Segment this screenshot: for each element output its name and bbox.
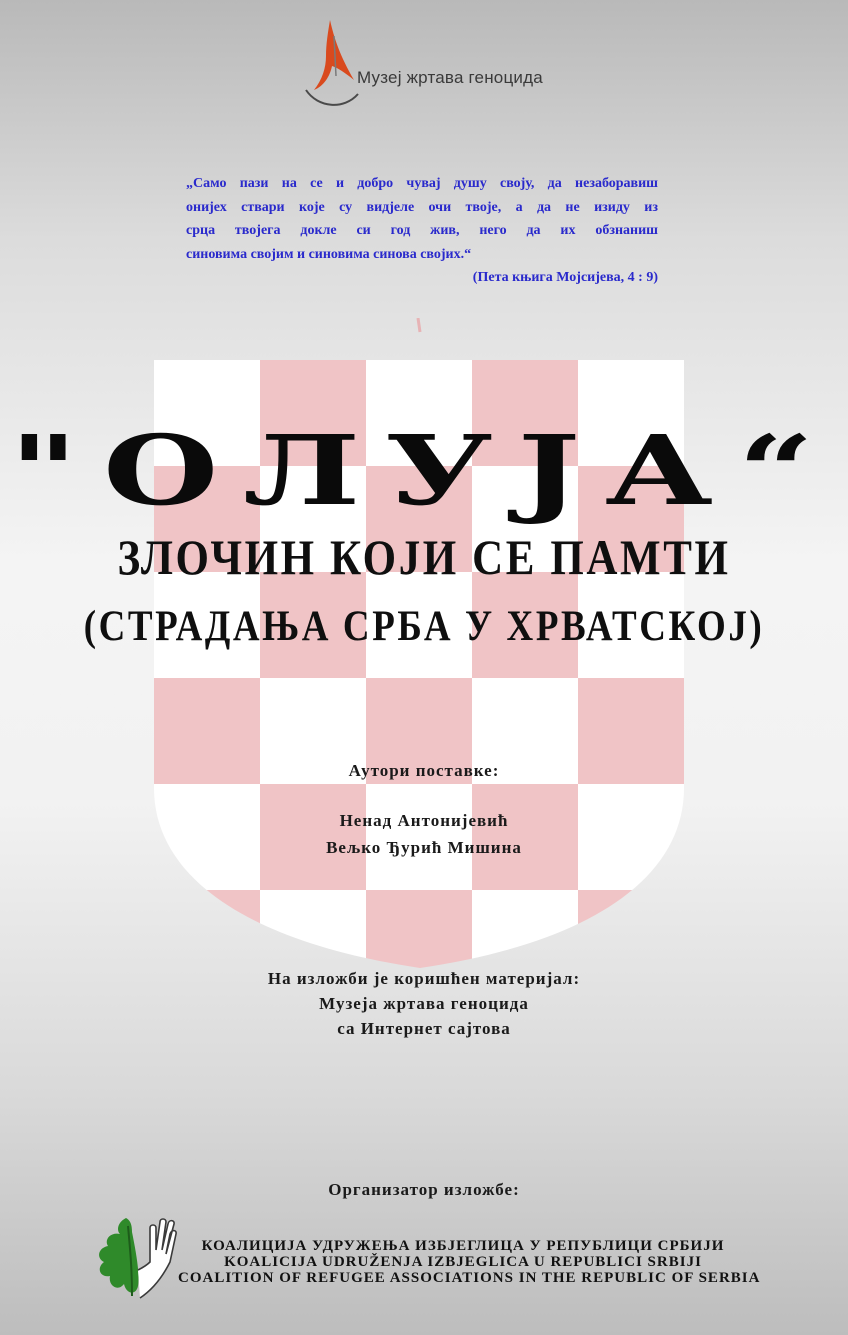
coalition-name-latin: KOALICIJA UDRUŽENJA IZBJEGLICA U REPUBLICI SRBIJI	[224, 1254, 702, 1270]
shield-white-square	[366, 784, 472, 890]
shield-red-square	[154, 890, 260, 978]
quote-line: синовима својим и синовима синова својих.“	[186, 246, 472, 262]
coalition-name-english: COALITION OF REFUGEE ASSOCIATIONS IN THE REPUBLIC OF SERBIA	[178, 1270, 761, 1286]
shield-white-square	[578, 784, 684, 890]
materials-note: Музеја жртава геноцида	[319, 994, 529, 1013]
quote-reference: (Пета књига Мојсијева, 4 : 9)	[472, 270, 658, 285]
authors-heading: Аутори поставке:	[348, 761, 500, 780]
quote-line: срца твојега докле си год жив, него да их обзнаниш	[186, 223, 658, 238]
main-title: "ОЛУЈА“	[9, 414, 839, 527]
flame-wing-logo-icon	[300, 16, 364, 112]
museum-logo	[300, 16, 560, 112]
author-name: Ненад Антонијевић	[339, 811, 509, 830]
oak-leaf-hand-logo-icon	[92, 1212, 182, 1304]
shield-white-square	[154, 784, 260, 890]
materials-note: са Интернет сајтова	[337, 1019, 511, 1038]
museum-name: Музеј жртава геноцида	[357, 68, 543, 87]
quote-line: онијех ствари које су видјеле очи твоје, а да не изиду из	[186, 199, 658, 215]
coalition-name-cyrillic: КОАЛИЦИЈА УДРУЖЕЊА ИЗБЈЕГЛИЦА У РЕПУБЛИЦИ СРБИЈИ	[201, 1238, 725, 1254]
author-name: Вељко Ђурић Мишина	[326, 838, 522, 857]
bible-quote	[186, 172, 658, 290]
shield-red-square	[578, 890, 684, 978]
shield-red-square	[472, 784, 578, 890]
subtitle: ЗЛОЧИН КОЈИ СЕ ПАМТИ	[117, 529, 731, 585]
shield-red-square	[260, 784, 366, 890]
organizer-heading: Организатор изложбе:	[328, 1180, 520, 1199]
quote-line: „Само пази на се и добро чувај душу своју, да незаборавиш	[186, 176, 658, 191]
shield-white-square	[260, 890, 366, 978]
subtitle-secondary: (СТРАДАЊА СРБА У ХРВАТСКОЈ)	[83, 603, 765, 650]
shield-white-square	[472, 890, 578, 978]
shield-red-square	[366, 890, 472, 978]
coalition-names	[178, 1238, 761, 1286]
materials-note: На изложби је коришћен материјал:	[267, 969, 581, 988]
